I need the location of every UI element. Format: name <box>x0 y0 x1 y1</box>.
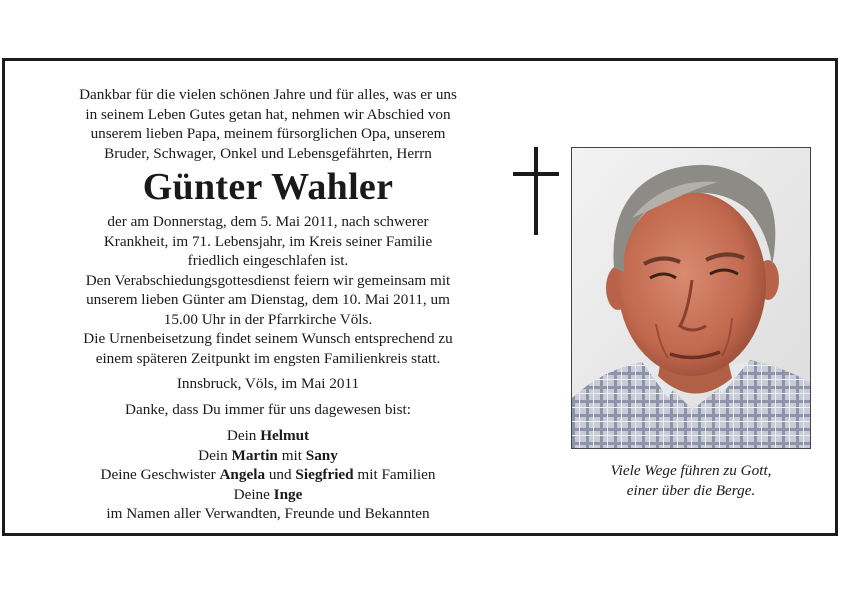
place-date: Innsbruck, Völs, im Mai 2011 <box>176 375 360 392</box>
intro-line: unserem lieben Papa, meinem fürsorglichen Opa, unserem <box>90 125 446 142</box>
mourner-name: Helmut <box>260 427 310 444</box>
mourner-closing: im Namen aller Verwandten, Freunde und Bekannten <box>106 505 430 522</box>
intro-line: Bruder, Schwager, Onkel und Lebensgefährten, Herrn <box>104 144 432 162</box>
mourner-connector: und <box>265 466 296 483</box>
obituary-text <box>35 85 501 524</box>
mourner-prefix: Dein <box>198 446 232 464</box>
mourner-prefix: Deine <box>233 485 274 503</box>
burial-line: einem späteren Zeitpunkt im engsten Familienkreis statt. <box>95 349 441 367</box>
mourner-name: Inge <box>273 485 303 503</box>
mourner-line <box>35 426 501 446</box>
obituary-frame <box>2 58 838 536</box>
mourner-line <box>35 465 501 485</box>
service-line: 15.00 Uhr in der Pfarrkirche Völs. <box>163 310 373 328</box>
mourner-prefix: Dein <box>226 427 261 444</box>
service-line: Den Verabschiedungsgottesdienst feiern wir gemeinsam mit <box>85 271 451 289</box>
mourner-connector: mit <box>277 446 306 464</box>
portrait-photo <box>571 147 811 449</box>
thanks-line: Danke, dass Du immer für uns dagewesen bist: <box>125 400 411 418</box>
caption-line: Viele Wege führen zu Gott, <box>610 462 772 479</box>
passing-line: der am Donnerstag, dem 5. Mai 2011, nach schwerer <box>107 213 429 230</box>
mourner-name: Martin <box>231 446 278 464</box>
mourner-suffix: mit Familien <box>353 466 436 483</box>
cross-icon <box>513 147 559 235</box>
mourner-name: Sany <box>305 446 338 464</box>
deceased-name: Günter Wahler <box>142 166 394 208</box>
caption-line: einer über die Berge. <box>626 481 756 499</box>
intro-line: Dankbar für die vielen schönen Jahre und für alles, was er uns <box>79 86 457 103</box>
intro-line: in seinem Leben Gutes getan hat, nehmen wir Abschied von <box>85 105 451 123</box>
passing-line: Krankheit, im 71. Lebensjahr, im Kreis seiner Familie <box>103 232 433 250</box>
passing-line: friedlich eingeschlafen ist. <box>187 252 349 269</box>
burial-line: Die Urnenbeisetzung findet seinem Wunsch entsprechend zu <box>83 330 453 347</box>
caption <box>571 461 811 500</box>
mourner-line <box>35 485 501 505</box>
mourner-name: Siegfried <box>295 466 354 483</box>
mourner-prefix: Deine Geschwister <box>100 466 220 483</box>
service-line: unserem lieben Günter am Dienstag, dem 10. Mai 2011, um <box>86 291 450 308</box>
mourner-line <box>35 446 501 466</box>
mourner-name: Angela <box>219 466 266 483</box>
